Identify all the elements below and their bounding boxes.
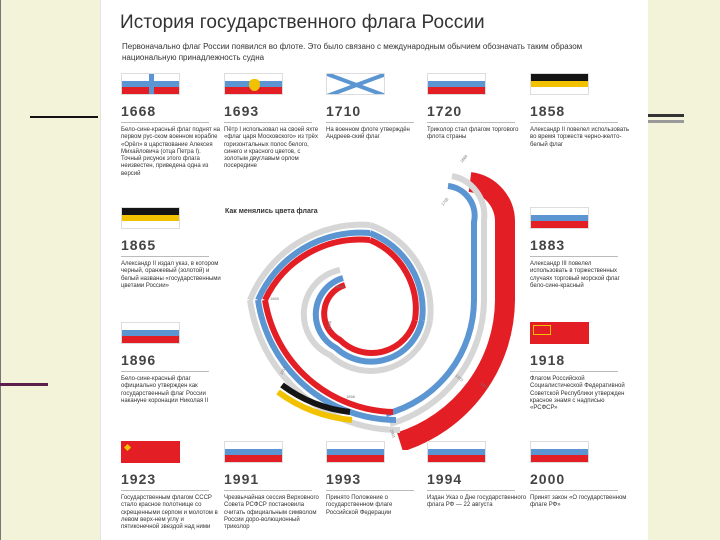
svg-text:1991: 1991 <box>389 428 397 439</box>
timeline-item <box>427 73 519 142</box>
year-label: 1994 <box>427 471 463 487</box>
flag-tricolor <box>121 322 180 344</box>
timeline-item <box>530 322 625 412</box>
timeline-item <box>530 441 627 510</box>
year-divider <box>224 490 312 491</box>
year-divider <box>121 490 209 491</box>
year-divider <box>530 371 618 372</box>
svg-text:1705: 1705 <box>439 196 450 207</box>
year-divider <box>326 122 414 123</box>
flag-black-yellow-white <box>530 73 589 95</box>
year-description: Бело-сине-красный флаг поднят на первом рус-ском военном корабле «Орёл» в царствование Алексея Михайловича (отца Петра I). Точный рисунок этого флага неизвестен, приведена одна из версий <box>121 127 221 177</box>
svg-text:1865: 1865 <box>270 296 279 301</box>
timeline-item <box>121 322 209 405</box>
year-label: 2000 <box>530 471 566 487</box>
timeline-item <box>121 207 221 290</box>
year-label: 1991 <box>224 471 260 487</box>
year-description: Александр II издал указ, в котором черный, оранжевый (золотой) и белый названы «государственными цветами России» <box>121 261 221 289</box>
svg-text:1918: 1918 <box>278 365 288 376</box>
timeline-item <box>530 207 620 290</box>
svg-text:1858: 1858 <box>346 394 355 399</box>
year-description: Флагом Российской Социалистической Федеративной Советской Республики утвержден красное знамя с надписью «РСФСР» <box>530 376 625 412</box>
flag-black-yellow-white <box>121 207 180 229</box>
right-rule-line <box>648 114 684 117</box>
left-accent-bar <box>0 383 48 386</box>
timeline-item <box>224 73 319 171</box>
year-label: 1710 <box>326 103 362 119</box>
flag-tricolor-eagle <box>224 73 283 95</box>
year-description: Чрезвычайная сессия Верховного Совета РСФСР постановила считать официальным символом России доро-волюционный триколор <box>224 495 319 531</box>
year-description: Издан Указ о Дне государственного флага РФ — 22 августа <box>427 495 527 509</box>
year-description: Пётр I использовал на своей яхте «флаг царя Московского» из трёх горизонтальных полос белого, синего и красного цветов, с золотым двуглавым орлом посередине <box>224 127 319 170</box>
year-description: Триколор стал флагом торгового флота страны <box>427 127 519 141</box>
year-description: Александр II повелел использовать во время торжеств черно-желто-белый флаг <box>530 127 629 148</box>
svg-text:1896: 1896 <box>326 320 333 331</box>
year-label: 1693 <box>224 103 260 119</box>
flag-ussr <box>121 441 180 463</box>
svg-text:1923: 1923 <box>454 372 465 383</box>
year-description: На военном флоте утверждён Андреев-ский флаг <box>326 127 410 141</box>
year-description: Бело-сине-красный флаг официально утвержден как государственный флаг России накануне коронации Николая II <box>121 376 209 404</box>
year-label: 1896 <box>121 352 157 368</box>
year-divider <box>326 490 414 491</box>
timeline-item <box>326 73 410 142</box>
flag-tricolor <box>427 73 486 95</box>
timeline-item <box>121 441 218 531</box>
year-description: Принято Положение о государственном флаге Российской Федерации <box>326 495 393 516</box>
flag-tricolor <box>530 207 589 229</box>
year-description: Принят закон «О государственном флаге РФ» <box>530 495 627 509</box>
flag-tricolor-cross <box>121 73 180 95</box>
right-rule-line-2 <box>648 120 684 123</box>
page-subtitle: Первоначально флаг России появился во флоте. Это было связано с международным обычием обозначать таким образом национальную принадлежность судна <box>122 42 583 62</box>
timeline-item <box>121 73 221 178</box>
timeline-item <box>427 441 527 510</box>
year-label: 1720 <box>427 103 463 119</box>
right-panel <box>648 0 720 540</box>
year-label: 1883 <box>530 237 566 253</box>
flag-tricolor <box>427 441 486 463</box>
timeline-item <box>224 441 319 531</box>
year-divider <box>121 122 209 123</box>
timeline-item <box>530 73 629 149</box>
year-divider <box>121 371 209 372</box>
svg-text:1883: 1883 <box>335 284 344 289</box>
year-label: 1918 <box>530 352 566 368</box>
timeline-item <box>326 441 406 517</box>
svg-text:1927: 1927 <box>479 380 490 391</box>
year-label: 1923 <box>121 471 157 487</box>
left-panel <box>0 0 100 540</box>
year-divider <box>427 122 515 123</box>
color-spiral <box>220 150 530 450</box>
year-divider <box>530 256 618 257</box>
year-description: Александр III повелел использовать в торжественных случаях торговый морской флаг бело-сине-красный <box>530 261 620 289</box>
left-rule-line <box>30 116 98 118</box>
year-label: 1993 <box>326 471 362 487</box>
year-divider <box>530 490 618 491</box>
year-divider <box>427 490 515 491</box>
page-title: История государственного флага России <box>120 12 485 33</box>
left-divider <box>0 0 1 540</box>
year-label: 1865 <box>121 237 157 253</box>
year-description: Государственным флагом СССР стало красное полотнище со скрещенными серпом и молотом в левом верх-нем углу и пятиконечной звездой над ними <box>121 495 218 531</box>
spiral-title: Как менялись цвета флага <box>225 208 318 215</box>
svg-text:1668: 1668 <box>458 153 469 164</box>
flag-tricolor <box>530 441 589 463</box>
year-divider <box>224 122 312 123</box>
flag-andrew-cross <box>326 73 385 95</box>
flag-rsfsr <box>530 322 589 344</box>
year-divider <box>121 256 209 257</box>
year-divider <box>530 122 618 123</box>
year-label: 1858 <box>530 103 566 119</box>
flag-tricolor <box>224 441 283 463</box>
flag-tricolor <box>326 441 385 463</box>
year-label: 1668 <box>121 103 157 119</box>
